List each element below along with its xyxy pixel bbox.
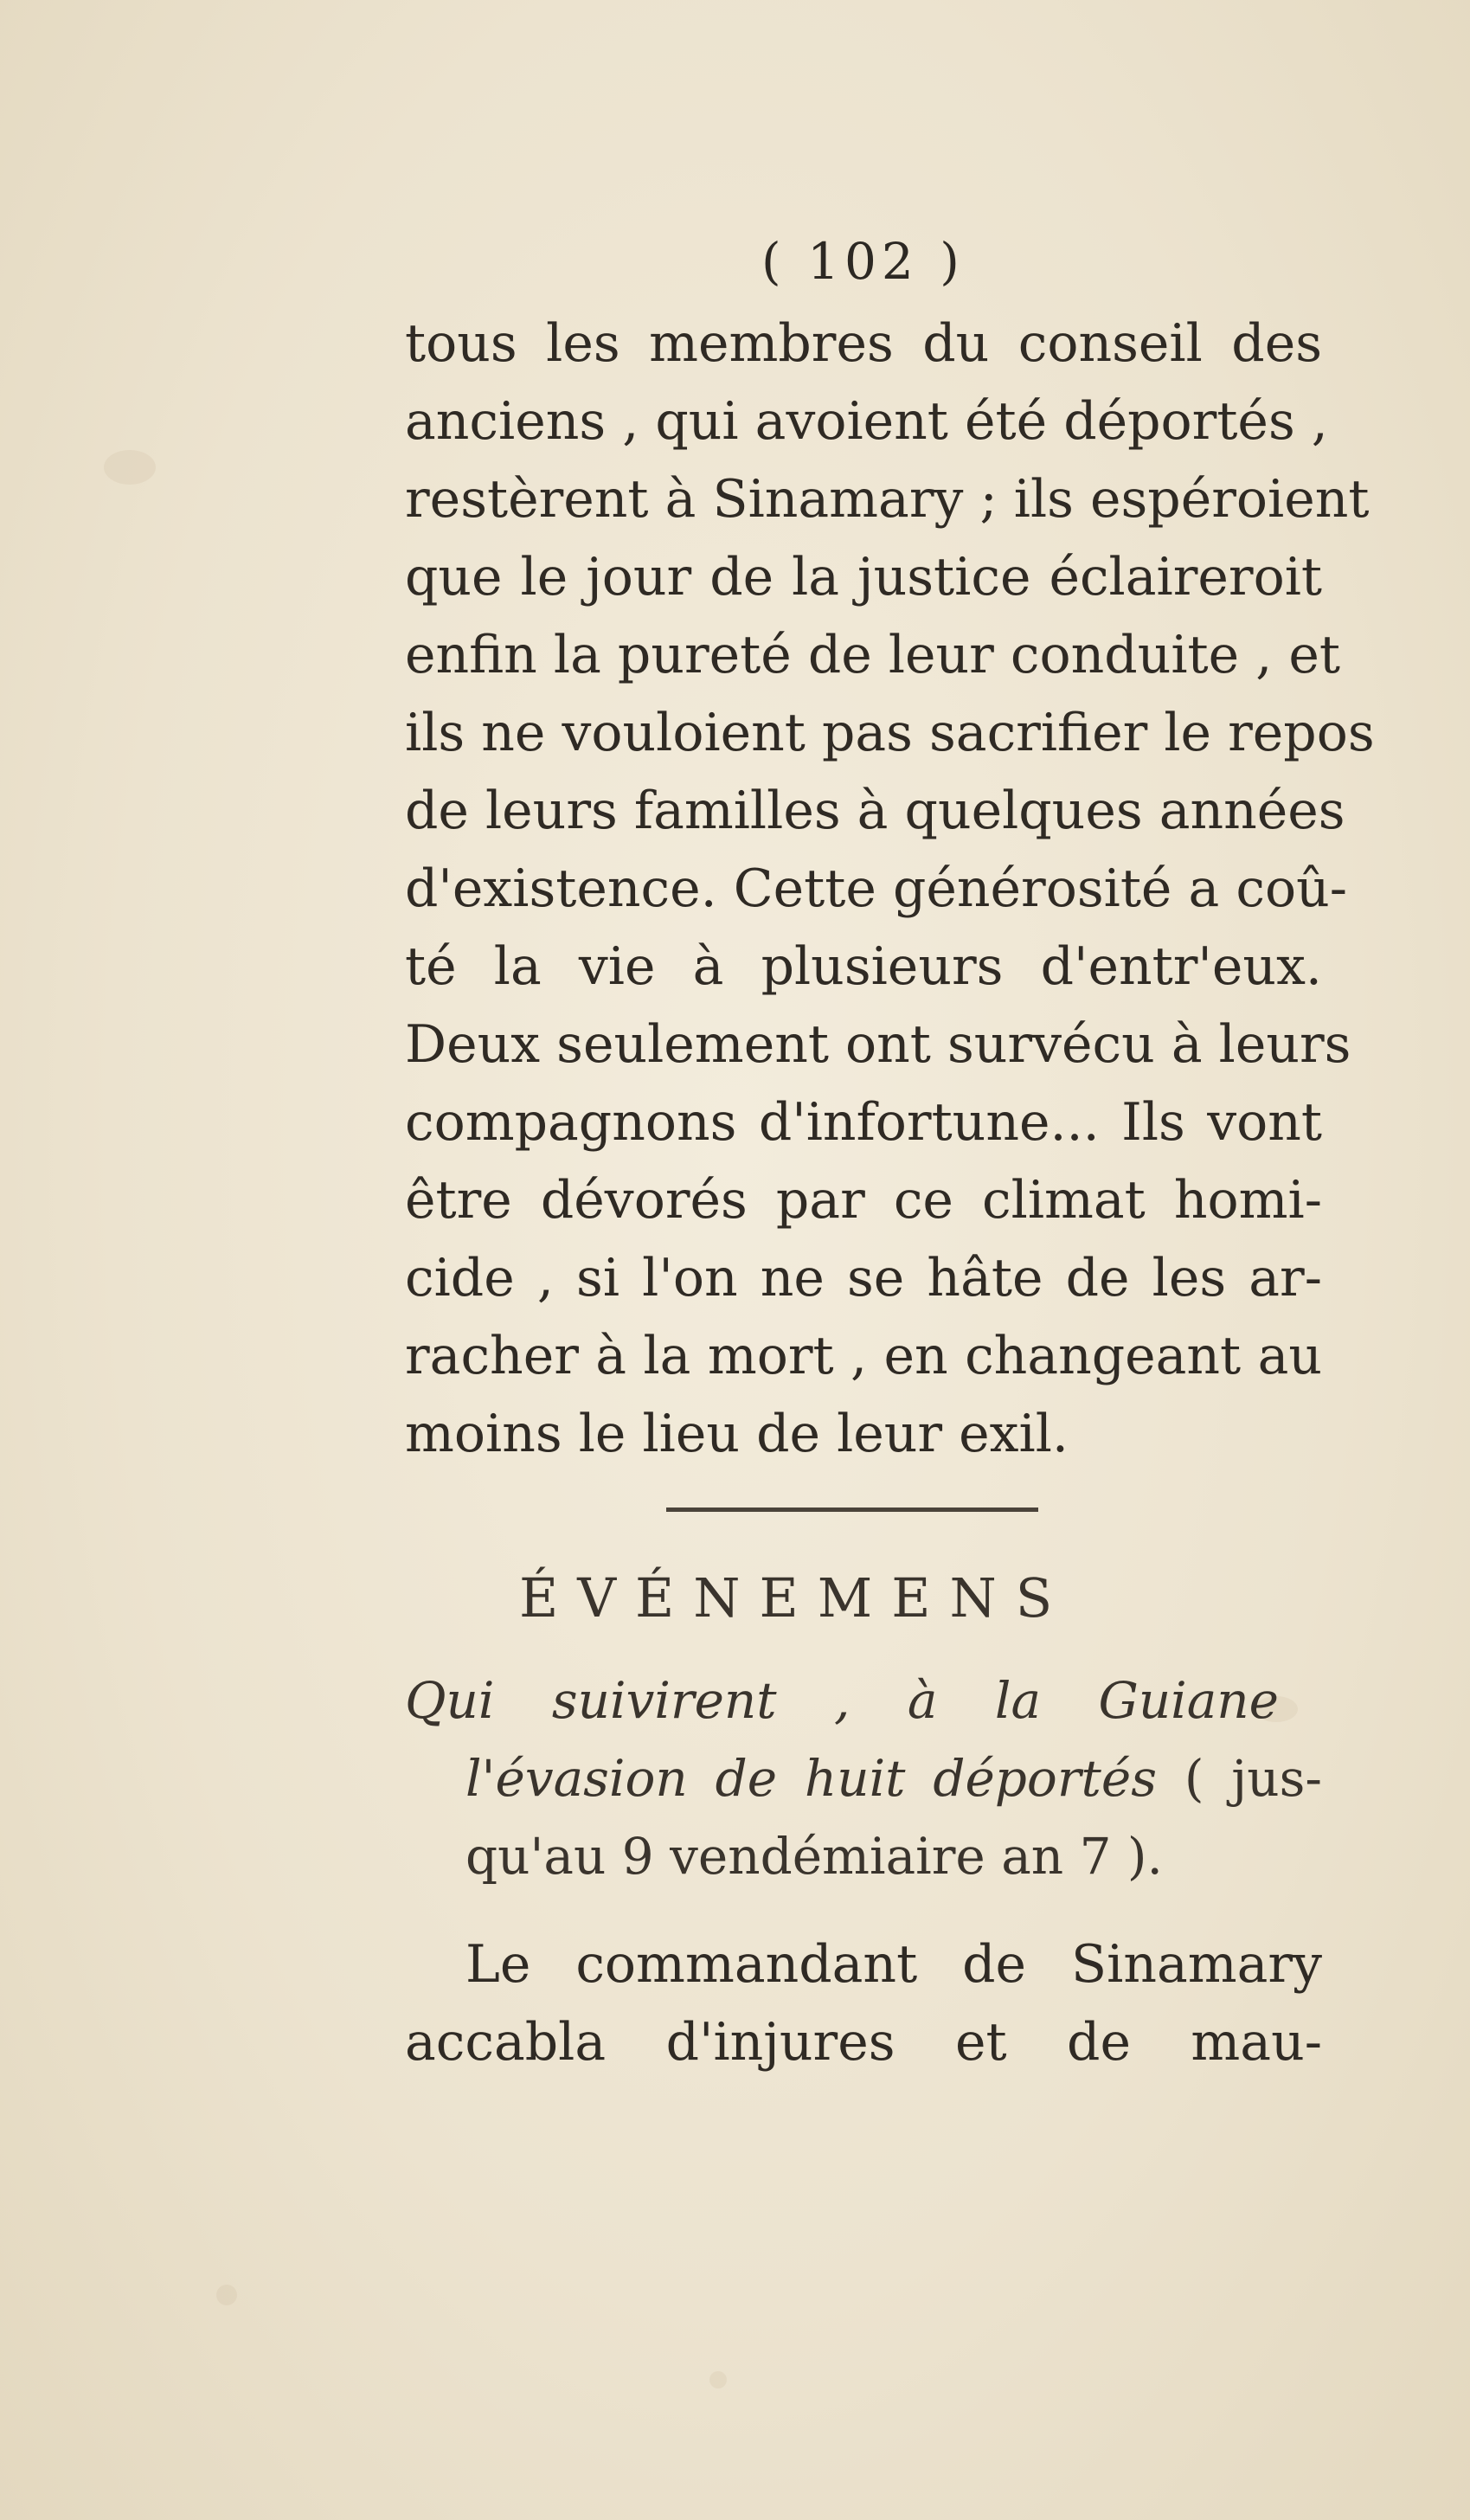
paper-stain — [709, 2371, 727, 2388]
section-heading: ÉVÉNEMENS — [519, 1566, 1072, 1630]
text-line: Deux seulement ont survécu à leurs — [405, 1014, 1351, 1075]
subtitle-text: Qui suivirent , à la Guiane — [405, 1671, 1279, 1730]
text-line: restèrent à Sinamary ; ils espéroient — [405, 469, 1370, 530]
paper-stain — [216, 2285, 237, 2305]
page-number: ( 102 ) — [761, 232, 965, 291]
paper-stain — [104, 450, 156, 485]
text-line: té la vie à plusieurs d'entr'eux. — [405, 936, 1322, 997]
body-paragraph — [405, 305, 1375, 1473]
subtitle-italic-text: l'évasion de huit déportés — [465, 1749, 1157, 1808]
text-line: cide , si l'on ne se hâte de les ar- — [405, 1248, 1322, 1308]
text-line: accabla d'injures et de mau- — [405, 2012, 1322, 2073]
text-line: d'existence. Cette générosité a coû- — [405, 858, 1347, 919]
text-line: ils ne vouloient pas sacrifier le repos — [405, 703, 1375, 763]
subtitle-roman-text: ( jus- — [1156, 1749, 1323, 1808]
text-line: Le commandant de Sinamary — [465, 1934, 1322, 1995]
text-line: de leurs familles à quelques années — [405, 781, 1345, 841]
section-subtitle — [405, 1662, 1322, 1895]
text-line: enfin la pureté de leur conduite , et — [405, 625, 1340, 685]
text-line: racher à la mort , en changeant au — [405, 1326, 1322, 1386]
text-line: compagnons d'infortune... Ils vont — [405, 1092, 1322, 1153]
text-line: que le jour de la justice éclaireroit — [405, 547, 1322, 608]
subtitle-line: qu'au 9 vendémiaire an 7 ). — [465, 1827, 1163, 1886]
text-line: tous les membres du conseil des — [405, 313, 1322, 374]
text-line: moins le lieu de leur exil. — [405, 1404, 1069, 1464]
subtitle-line — [405, 1662, 1279, 1739]
text-line: anciens , qui avoient été déportés , — [405, 391, 1328, 452]
section-divider — [666, 1508, 1038, 1512]
body-paragraph — [405, 1925, 1322, 2081]
subtitle-line — [405, 1739, 1322, 1817]
text-line: être dévorés par ce climat homi- — [405, 1170, 1322, 1231]
